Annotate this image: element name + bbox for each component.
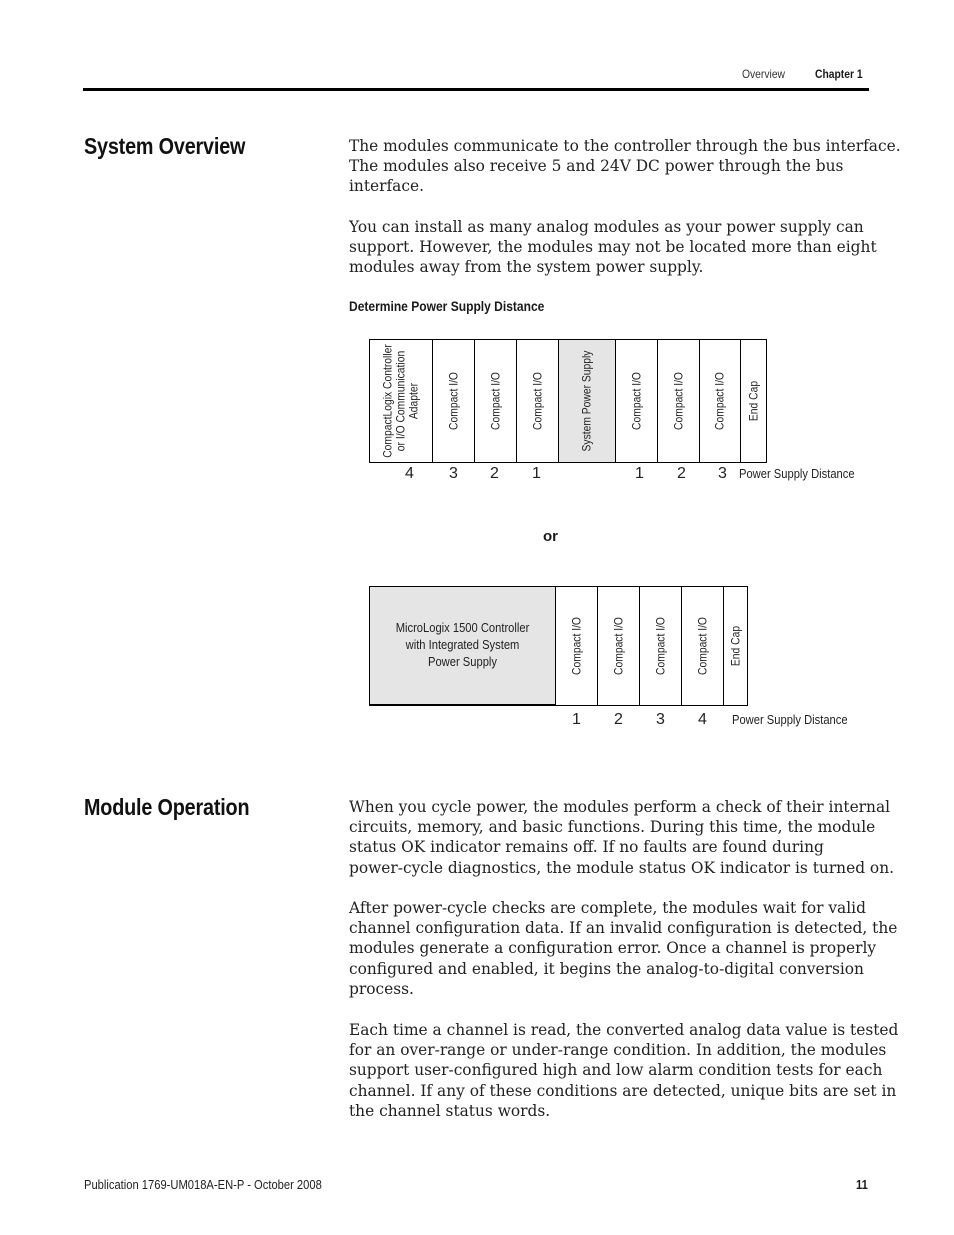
module-operation-heading: Module Operation xyxy=(84,794,250,820)
text-line: After power-cycle checks are complete, the modules wait for valid xyxy=(349,899,866,917)
text-line: with Integrated System xyxy=(405,637,520,652)
text-line: the channel status words. xyxy=(349,1101,551,1120)
text-line: interface. xyxy=(349,177,424,196)
text-line: channel configuration data. If an invalid configuration is detected, the xyxy=(349,919,898,938)
compact-io-module xyxy=(597,586,640,706)
power-supply-distance-label: Power Supply Distance xyxy=(732,712,848,727)
text-line: support. However, the modules may not be located more than eight xyxy=(349,238,877,257)
controller-label xyxy=(383,619,542,670)
module-label: Compact I/O xyxy=(695,617,709,675)
module-label: Compact I/O xyxy=(629,372,643,430)
distance-number: 2 xyxy=(490,465,499,482)
module-label: Compact I/O xyxy=(712,372,727,430)
distance-number: 4 xyxy=(698,711,707,728)
controller-module xyxy=(369,339,433,463)
compact-io-module xyxy=(639,586,682,706)
system-overview-heading: System Overview xyxy=(84,133,246,159)
text-line: MicroLogix 1500 Controller xyxy=(395,620,530,635)
footer-publication: Publication 1769-UM018A-EN-P - October 2008 xyxy=(84,1177,322,1192)
text-line: process. xyxy=(349,979,414,998)
module-operation-para-2 xyxy=(349,898,898,999)
text-line: modules generate a configuration error. Once a channel is properly xyxy=(349,939,877,958)
compact-io-module xyxy=(699,339,741,463)
text-line: When you cycle power, the modules perform a check of their internal xyxy=(349,798,891,816)
header-rule xyxy=(83,88,869,91)
text-line: circuits, memory, and basic functions. During this time, the module xyxy=(349,818,876,837)
module-label: CompactLogix Controller or I/O Communication Adapter xyxy=(380,344,421,458)
text-line: modules away from the system power supply. xyxy=(349,258,704,277)
distance-number: 1 xyxy=(532,465,541,482)
micrologix-controller-module xyxy=(369,586,556,706)
end-cap-module xyxy=(723,586,748,706)
system-overview-para-2 xyxy=(349,217,877,278)
compact-io-module xyxy=(555,586,598,706)
module-operation-para-1 xyxy=(349,797,895,878)
figure-caption: Determine Power Supply Distance xyxy=(349,298,545,314)
module-label: End Cap xyxy=(746,380,760,422)
header-chapter: Chapter 1 xyxy=(815,67,863,81)
text-line: The modules also receive 5 and 24V DC power through the bus xyxy=(349,157,844,176)
footer-page-number: 11 xyxy=(856,1177,868,1192)
compact-io-module xyxy=(474,339,517,463)
power-supply-distance-label: Power Supply Distance xyxy=(739,466,855,481)
module-label: System Power Supply xyxy=(579,350,594,452)
text-line: support user-configured high and low alarm condition tests for each xyxy=(349,1061,883,1080)
header-section-title: Overview xyxy=(742,67,786,81)
module-label: Compact I/O xyxy=(488,372,502,430)
module-label: Compact I/O xyxy=(671,372,685,430)
or-label: or xyxy=(543,528,558,545)
compact-io-module xyxy=(681,586,724,706)
module-label: Compact I/O xyxy=(569,617,583,675)
system-overview-para-1 xyxy=(349,136,901,197)
text-line: power-cycle diagnostics, the module status OK indicator is turned on. xyxy=(349,858,895,877)
module-label: Compact I/O xyxy=(446,372,460,430)
module-label: Compact I/O xyxy=(611,617,625,675)
distance-number: 3 xyxy=(656,711,665,728)
module-label: Compact I/O xyxy=(653,617,667,675)
text-line: status OK indicator remains off. If no faults are found during xyxy=(349,838,824,857)
distance-number: 1 xyxy=(572,711,581,728)
module-label: Compact I/O xyxy=(530,372,544,430)
text-line: Each time a channel is read, the converted analog data value is tested xyxy=(349,1021,899,1039)
distance-number: 2 xyxy=(677,465,686,482)
compact-io-module xyxy=(432,339,475,463)
distance-number: 3 xyxy=(449,465,458,482)
distance-number: 4 xyxy=(405,465,414,482)
compact-io-module xyxy=(516,339,559,463)
compact-io-module xyxy=(657,339,700,463)
system-power-supply-module xyxy=(558,339,616,463)
text-line: Power Supply xyxy=(428,654,497,669)
end-cap-module xyxy=(740,339,767,463)
module-label: End Cap xyxy=(728,625,742,667)
text-line: You can install as many analog modules as your power supply can xyxy=(349,218,864,236)
compact-io-module xyxy=(615,339,658,463)
base-line xyxy=(369,704,556,706)
module-operation-para-3 xyxy=(349,1020,899,1121)
distance-number: 3 xyxy=(718,465,727,482)
text-line: The modules communicate to the controller through the bus interface. xyxy=(349,137,901,155)
text-line: channel. If any of these conditions are detected, unique bits are set in xyxy=(349,1081,897,1100)
text-line: configured and enabled, it begins the analog-to-digital conversion xyxy=(349,959,864,978)
text-line: for an over-range or under-range condition. In addition, the modules xyxy=(349,1041,887,1060)
distance-number: 2 xyxy=(614,711,623,728)
distance-number: 1 xyxy=(635,465,644,482)
